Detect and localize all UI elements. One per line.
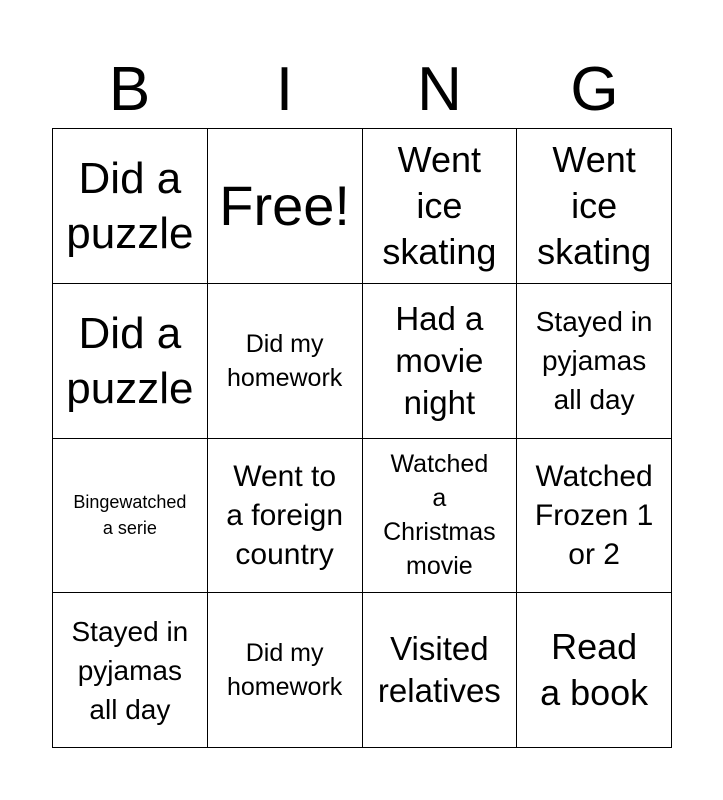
cell-label: Watched a Christmas movie — [383, 450, 496, 581]
cell-label: Stayed in pyjamas all day — [535, 306, 653, 416]
bingo-cell[interactable] — [53, 129, 208, 284]
cell-label: Did a puzzle — [66, 153, 194, 258]
cell-label: Had a movie night — [395, 299, 484, 421]
cell-label: Did a puzzle — [66, 308, 194, 413]
bingo-cell[interactable] — [517, 129, 672, 284]
bingo-cell[interactable] — [208, 439, 363, 594]
cell-label: Read a book — [540, 626, 649, 714]
bingo-cell[interactable] — [208, 593, 363, 748]
cell-label: Went to a foreign country — [226, 459, 343, 571]
bingo-cell[interactable] — [53, 284, 208, 439]
cell-label: Watched Frozen 1 or 2 — [534, 459, 654, 571]
bingo-board — [52, 128, 672, 748]
bingo-cell[interactable] — [53, 593, 208, 748]
bingo-cell[interactable] — [363, 284, 518, 439]
bingo-cell[interactable] — [517, 439, 672, 594]
bingo-cell[interactable] — [517, 284, 672, 439]
cell-label: Stayed in pyjamas all day — [71, 615, 189, 725]
free-cell[interactable] — [208, 129, 363, 284]
cell-label: Went ice skating — [537, 138, 652, 272]
header-letter-g: G — [570, 55, 619, 124]
bingo-cell[interactable] — [53, 439, 208, 594]
cell-label: Visited relatives — [377, 630, 501, 710]
cell-label: Free! — [219, 173, 350, 237]
header-letter-b: B — [108, 55, 151, 124]
bingo-header — [52, 52, 672, 128]
cell-label: Did my homework — [226, 639, 343, 702]
header-letter-n: N — [417, 55, 462, 124]
bingo-cell[interactable] — [517, 593, 672, 748]
bingo-cell[interactable] — [208, 284, 363, 439]
bingo-cell[interactable] — [363, 439, 518, 594]
bingo-cell[interactable] — [363, 129, 518, 284]
bingo-cell[interactable] — [363, 593, 518, 748]
header-letter-i: I — [275, 55, 294, 124]
cell-label: Did my homework — [226, 329, 343, 392]
cell-label: Went ice skating — [382, 138, 497, 272]
cell-label: Bingewatched a serie — [73, 492, 187, 539]
